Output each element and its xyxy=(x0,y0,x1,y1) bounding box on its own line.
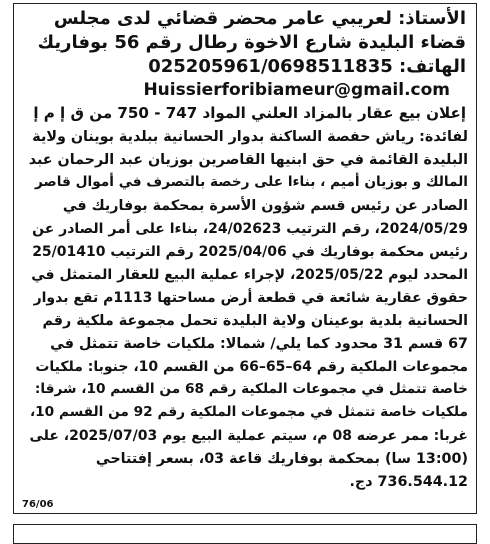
body-line: 67 قسم 31 محدود كما يلي/ شمالا: ملكيات خاصة تتمثل في xyxy=(50,336,468,352)
body-line: رئيس محكمة بوفاريك في 2025/04/06 رقم الترتيب 25/01410 xyxy=(32,244,468,260)
body-line: الصادر عن رئيس قسم شؤون الأسرة بمحكمة بوفاريك في xyxy=(62,198,468,214)
announcement-title: إعلان بيع عقار بالمزاد العلني المواد 747 - 750 من ق إ م إ xyxy=(33,104,466,122)
body-line: المالك و بوزيان أميم ، بناءا على رخصة بالتصرف في أموال قاصر xyxy=(35,174,468,190)
header-email: Huissierforibiameur@gmail.com xyxy=(143,80,450,100)
body-line: 2024/05/29، رقم الترتيب 24/02623، بناءا على أمر الصادر عن xyxy=(32,221,468,237)
body-line: 736.544.12 دج. xyxy=(349,474,468,490)
body-line: لفائدة: رياش حفصة الساكنة بدوار الحسانية ببلدية بوينان ولاية xyxy=(32,129,468,145)
reference-number: 76/06 xyxy=(22,499,54,510)
body-line: ملكيات خاصة تتمثل في مجموعات الملكية رقم 92 من القسم 10، xyxy=(29,404,468,420)
header-phone: الهاتف: 025205961/0698511835 xyxy=(148,56,466,77)
body-line: الحسانية بلدية بوعينان ولاية البليدة تحمل مجموعة ملكية رقم xyxy=(42,313,468,329)
header-line-1: الأستاذ: لعريبي عامر محضر قضائي لدى مجلس xyxy=(53,8,466,29)
body-line: مجموعات الملكية رقم 64–65–66 من القسم 10، جنوبا: ملكيات xyxy=(35,359,468,375)
body-line: خاصة تتمثل في مجموعات الملكية رقم 68 من القسم 10، شرقا: xyxy=(34,381,468,397)
body-line: حقوق عقارية شائعة في قطعة أرض مساحتها 1113م تقع بدوار xyxy=(33,290,468,306)
body-line: المحدد ليوم 2025/05/22، لإجراء عملية البيع للعقار المتمثل في xyxy=(31,267,468,283)
body-line: غربا: ممر عرضه 08 م، سيتم عملية البيع يوم 2025/07/03، على xyxy=(29,428,468,444)
next-announcement-frame xyxy=(13,524,477,544)
body-line: (13:00 سا) بمحكمة بوفاريك قاعة 03، بسعر إفتتاحي xyxy=(95,451,468,467)
body-line: البليدة القائمة في حق ابنيها القاصرين بوزيان عبد الرحمان عبد xyxy=(28,152,468,168)
header-line-2: قضاء البليدة شارع الاخوة رطال رقم 56 بوفاريك xyxy=(37,32,466,53)
